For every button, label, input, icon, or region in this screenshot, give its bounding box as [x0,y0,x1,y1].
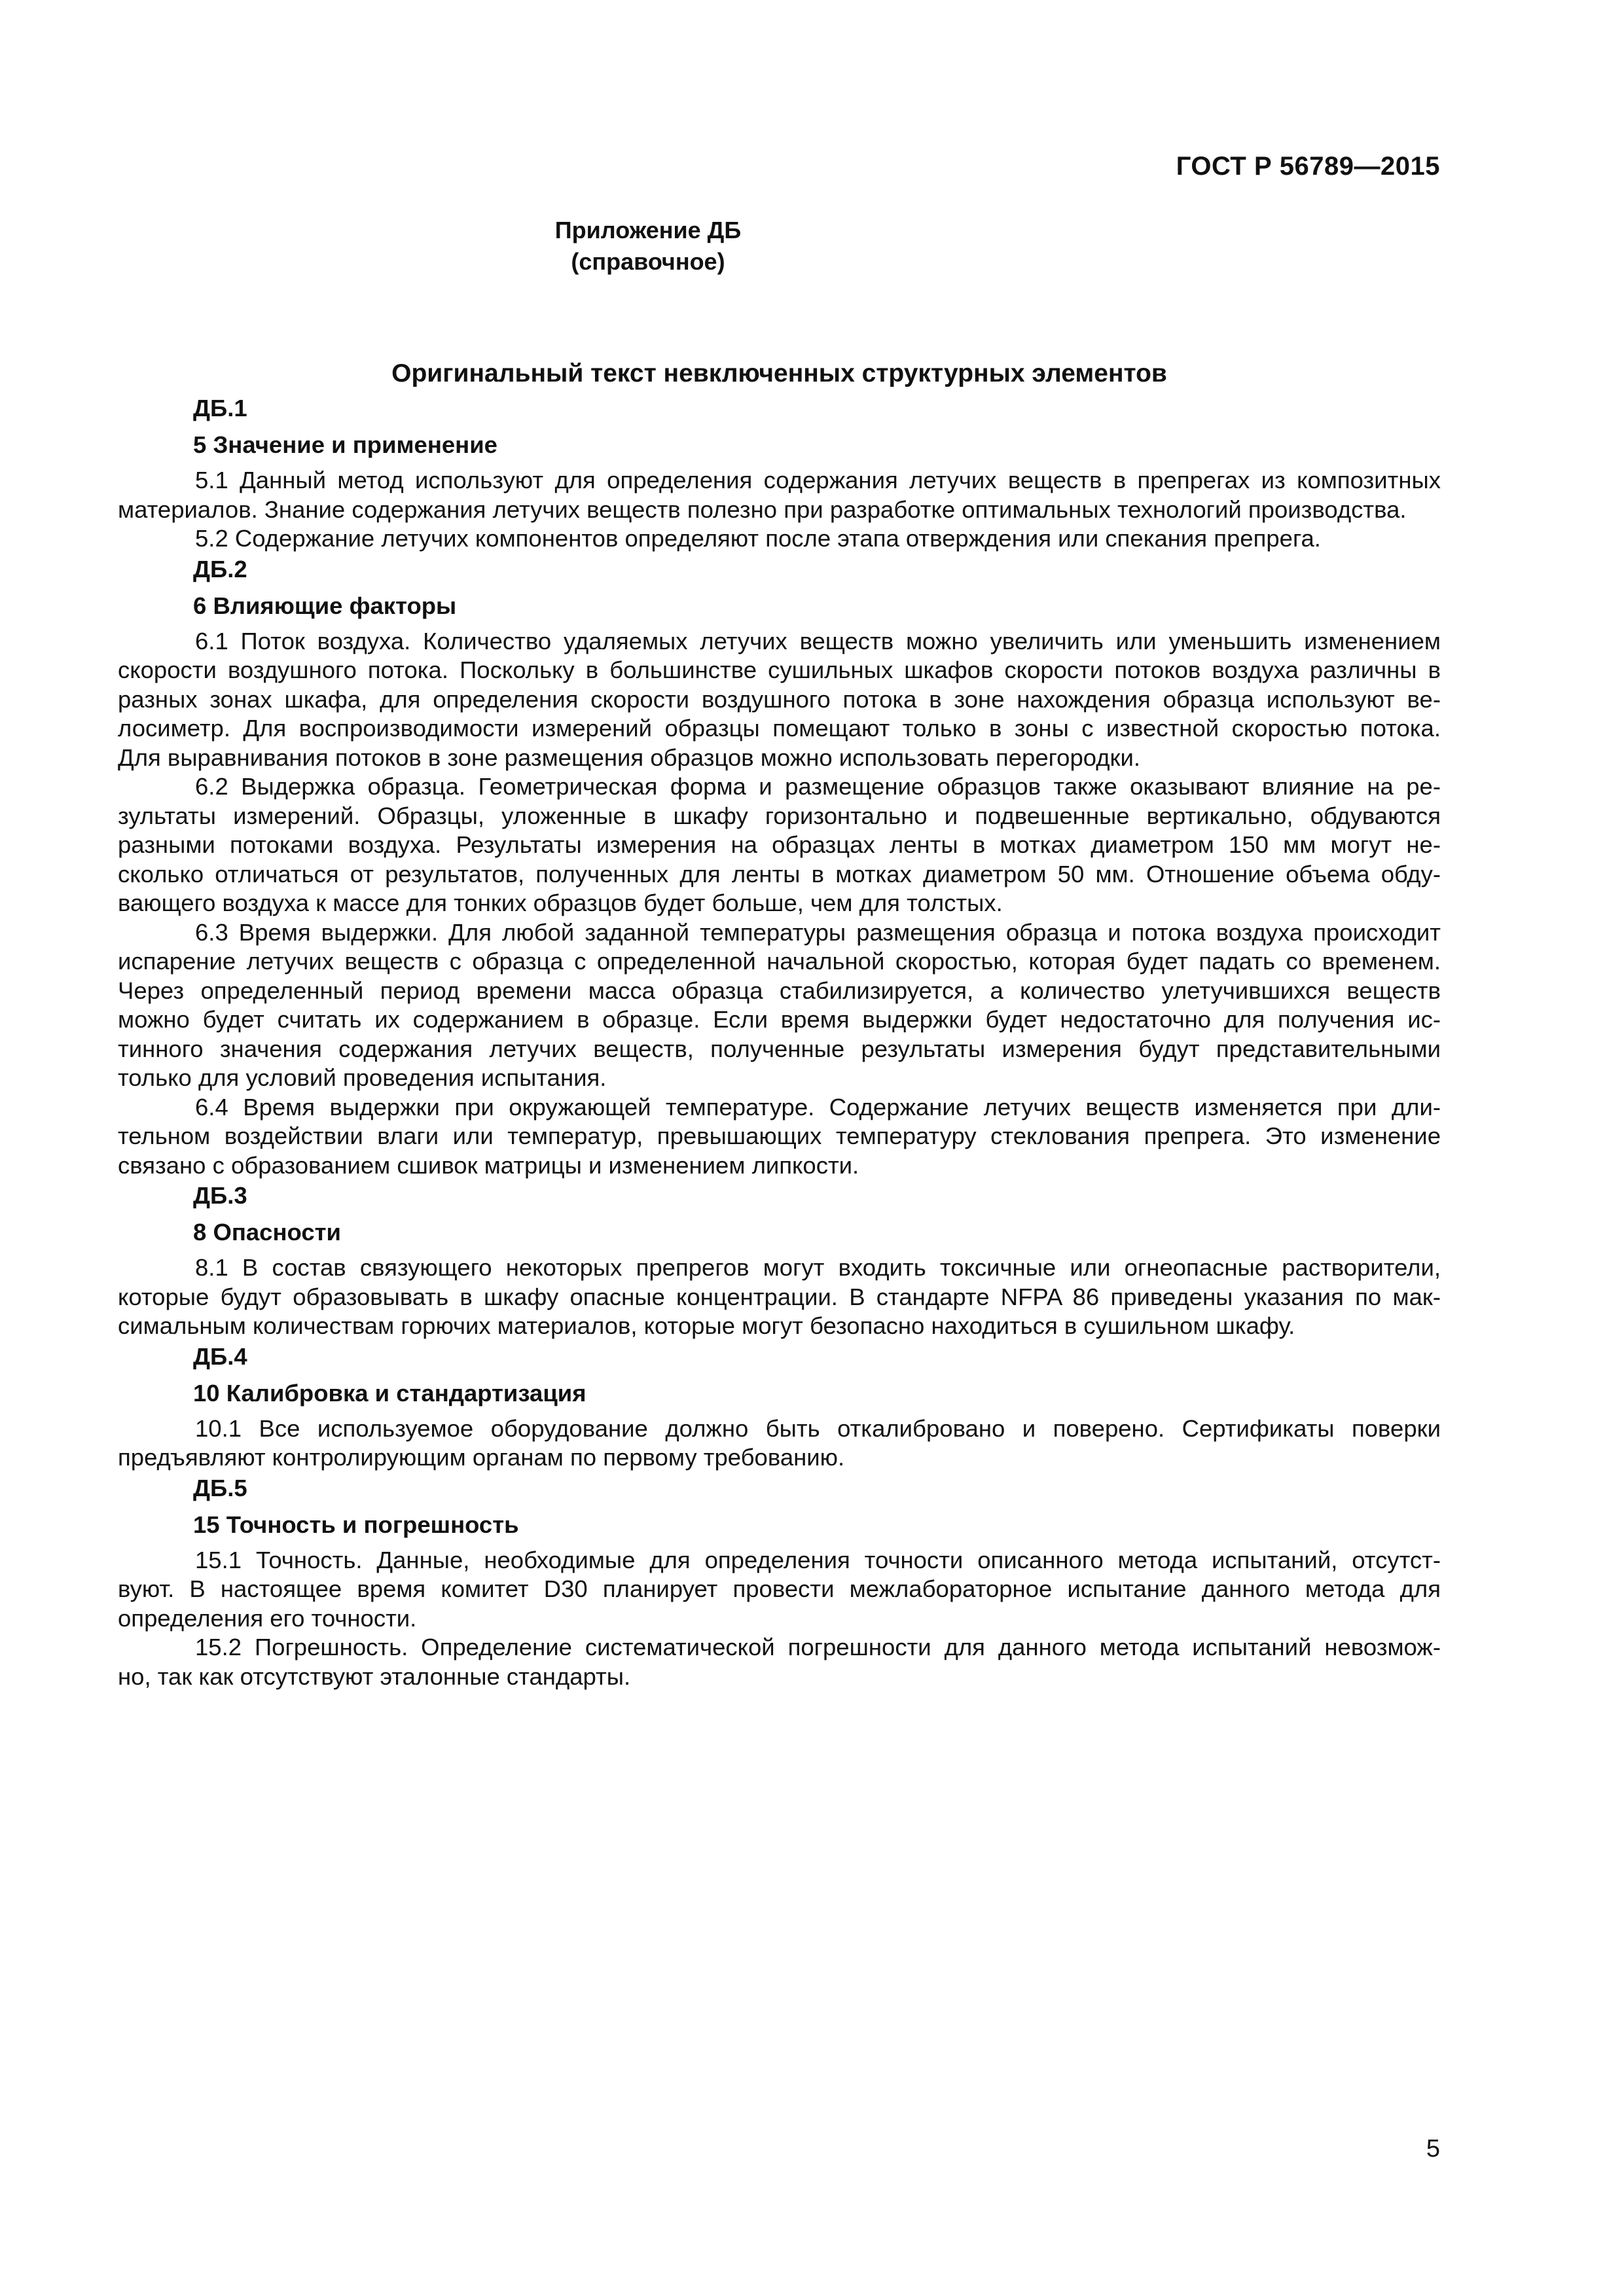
section-heading: 6 Влияющие факторы [193,592,457,619]
section-label: ДБ.5 [193,1474,247,1501]
paragraph [118,1633,1441,1691]
text-line: 6.4 Время выдержки при окружающей температуре. Содержание летучих веществ изменяется при дли- [195,1093,1441,1121]
text-line: тинного значения содержания летучих веществ, полученные результаты измерения будут представительными [118,1035,1441,1062]
page-title: Оригинальный текст невключенных структурных элементов [391,359,1167,387]
text-line: сколько отличаться от результатов, полученных для ленты в мотках диаметром 50 мм. Отношение объема обду- [118,860,1441,888]
text-line: лосиметр. Для воспроизводимости измерений образцы помещают только в зоны с известной скоростью потока. [118,715,1441,742]
annex-status: (справочное) [571,248,725,275]
section-label: ДБ.3 [193,1182,247,1209]
document-body [118,393,1441,1691]
paragraph [118,466,1441,524]
section-heading: 8 Опасности [193,1219,341,1246]
text-line: материалов. Знание содержания летучих веществ полезно при разработке оптимальных технологий производства. [118,495,1407,523]
page-number: 5 [1426,2135,1440,2162]
text-line: зультаты измерений. Образцы, уложенные в шкафу горизонтально и подвешенные вертикально, обдуваются [118,802,1441,829]
text-line: 6.1 Поток воздуха. Количество удаляемых летучих веществ можно увеличить или уменьшить изменением [195,627,1441,655]
text-line: связано с образованием сшивок матрицы и изменением липкости. [118,1151,859,1179]
annex-title: Приложение ДБ [554,217,742,243]
text-line: испарение летучих веществ с образца с определенной начальной скоростью, которая будет падать со временем. [118,948,1441,975]
text-line: Для выравнивания потоков в зоне размещения образцов можно использовать перегородки. [118,744,1141,771]
text-line: предъявляют контролирующим органам по первому требованию. [118,1444,845,1471]
text-line: тельном воздействии влаги или температур, превышающих температуру стеклования препрега. Это изменение [118,1122,1441,1149]
section-label: ДБ.1 [193,395,247,422]
text-line: 6.2 Выдержка образца. Геометрическая форма и размещение образцов также оказывают влияние на ре- [195,773,1441,800]
paragraph [118,1253,1441,1341]
paragraph [118,524,1441,554]
text-line: 10.1 Все используемое оборудование должно быть откалибровано и поверено. Сертификаты поверки [195,1414,1441,1442]
text-line: 15.2 Погрешность. Определение систематической погрешности для данного метода испытаний невозмож- [195,1634,1441,1660]
text-line: вуют. В настоящее время комитет D30 планирует провести межлабораторное испытание данного метода для [118,1575,1441,1602]
paragraph [118,1093,1441,1181]
section-heading: 5 Значение и применение [193,431,497,458]
text-line: симальным количествам горючих материалов, которые могут безопасно находиться в сушильном шкафу. [118,1312,1295,1339]
text-line: определения его точности. [118,1604,417,1632]
text-line: 6.3 Время выдержки. Для любой заданной температуры размещения образца и потока воздуха происходит [195,918,1441,946]
text-line: 8.1 В состав связующего некоторых препрегов могут входить токсичные или огнеопасные растворители, [195,1254,1441,1281]
section-heading: 15 Точность и погрешность [193,1511,519,1538]
paragraph [118,1546,1441,1634]
section-heading: 10 Калибровка и стандартизация [193,1379,586,1407]
text-line: только для условий проведения испытания. [118,1064,607,1091]
text-line: которые будут образовывать в шкафу опасные концентрации. В стандарте NFPA 86 приведены указания по мак- [118,1283,1441,1310]
text-line: но, так как отсутствуют эталонные стандарты. [118,1662,631,1690]
text-line: 5.2 Содержание летучих компонентов определяют после этапа отверждения или спекания препрега. [195,525,1321,552]
text-line: 5.1 Данный метод используют для определения содержания летучих веществ в препрегах из композитных [195,467,1441,493]
section-label: ДБ.4 [193,1342,247,1370]
paragraph [118,772,1441,918]
document-designation: ГОСТ Р 56789—2015 [1176,152,1440,181]
text-line: разных зонах шкафа, для определения скорости воздушного потока в зоне нахождения образца используют ве- [118,685,1441,713]
paragraph [118,918,1441,1093]
section-label: ДБ.2 [193,555,247,583]
paragraph [118,627,1441,773]
text-line: Через определенный период времени масса образца стабилизируется, а количество улетучившихся веществ [118,977,1441,1004]
paragraph [118,1414,1441,1473]
text-line: скорости воздушного потока. Поскольку в большинстве сушильных шкафов скорости потоков воздуха различны в [118,656,1441,683]
text-line: 15.1 Точность. Данные, необходимые для определения точности описанного метода испытаний, отсутст- [195,1546,1441,1573]
annex-heading [0,215,1624,278]
text-line: можно будет считать их содержанием в образце. Если время выдержки будет недостаточно для получения ис- [118,1006,1441,1033]
text-line: вающего воздуха к массе для тонких образцов будет больше, чем для толстых. [118,889,1003,916]
text-line: разными потоками воздуха. Результаты измерения на образцах ленты в мотках диаметром 150 мм могут не- [118,831,1441,858]
